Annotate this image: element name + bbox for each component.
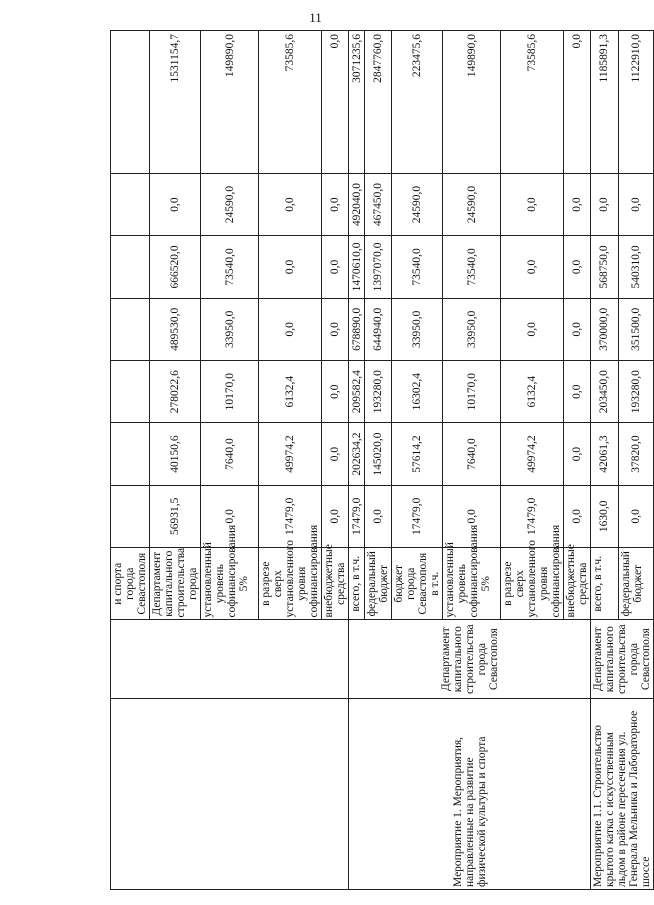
value-cell: [111, 360, 150, 422]
value-cell: 33950,0: [443, 298, 501, 360]
value-cell: 42061,3: [591, 423, 619, 485]
value-cell: 1470610,0: [349, 236, 365, 298]
value-cell: 492040,0: [349, 173, 365, 235]
value-cell: 467450,0: [365, 173, 392, 235]
value-cell: 145020,0: [365, 423, 392, 485]
value-cell: 49974,2: [501, 423, 564, 485]
value-cell: 0,0: [322, 485, 349, 547]
source-cell: в разрезе сверх установленного уровня софинансирования: [259, 548, 322, 620]
source-cell: внебюджетные средства: [564, 548, 591, 620]
value-cell: 10170,0: [201, 360, 259, 422]
budget-table: [110, 30, 654, 890]
value-cell: 33950,0: [201, 298, 259, 360]
value-cell: 489530,0: [150, 298, 201, 360]
total-cell: 0,0: [564, 31, 591, 174]
value-cell: 0,0: [201, 485, 259, 547]
value-cell: 278022,6: [150, 360, 201, 422]
value-cell: 209582,4: [349, 360, 365, 422]
value-cell: 17479,0: [349, 485, 365, 547]
total-cell: 1531154,7: [150, 31, 201, 174]
value-cell: 0,0: [322, 173, 349, 235]
value-cell: 1630,0: [591, 485, 619, 547]
value-cell: 0,0: [501, 298, 564, 360]
total-cell: 149890,0: [443, 31, 501, 174]
value-cell: 6132,4: [259, 360, 322, 422]
value-cell: 0,0: [322, 236, 349, 298]
value-cell: 24590,0: [443, 173, 501, 235]
total-cell: 3071235,6: [349, 31, 365, 174]
value-cell: [111, 423, 150, 485]
value-cell: 193280,0: [365, 360, 392, 422]
value-cell: 0,0: [365, 485, 392, 547]
table-row: [591, 31, 619, 890]
total-cell: 1122910,0: [618, 31, 653, 174]
value-cell: 7640,0: [443, 423, 501, 485]
source-cell: внебюджетные средства: [322, 548, 349, 620]
total-cell: 2847760,0: [365, 31, 392, 174]
source-cell: всего, в т.ч.: [591, 548, 619, 620]
value-cell: 666520,0: [150, 236, 201, 298]
value-cell: 678890,0: [349, 298, 365, 360]
value-cell: 7640,0: [201, 423, 259, 485]
value-cell: 40150,6: [150, 423, 201, 485]
measure-cell-continued: [111, 698, 349, 889]
value-cell: 370000,0: [591, 298, 619, 360]
value-cell: [111, 236, 150, 298]
total-cell: 1185891,3: [591, 31, 619, 174]
total-cell: 223475,6: [392, 31, 443, 174]
total-cell: 73585,6: [501, 31, 564, 174]
executor-cell: Департамент капитального строительства города Севастополя: [349, 620, 591, 698]
source-cell: федеральный бюджет: [365, 548, 392, 620]
executor-cell-continued: [111, 620, 349, 698]
value-cell: 17479,0: [259, 485, 322, 547]
value-cell: 6132,4: [501, 360, 564, 422]
value-cell: 0,0: [564, 423, 591, 485]
value-cell: 17479,0: [501, 485, 564, 547]
value-cell: 0,0: [618, 173, 653, 235]
measure-cell: Мероприятие 1. Мероприятия, направленные на развитие физической культуры и спорта: [349, 698, 591, 889]
value-cell: 73540,0: [392, 236, 443, 298]
value-cell: 0,0: [322, 360, 349, 422]
value-cell: 203450,0: [591, 360, 619, 422]
value-cell: 202634,2: [349, 423, 365, 485]
value-cell: 0,0: [564, 173, 591, 235]
value-cell: 0,0: [564, 236, 591, 298]
value-cell: 73540,0: [443, 236, 501, 298]
value-cell: 0,0: [322, 423, 349, 485]
value-cell: 540310,0: [618, 236, 653, 298]
value-cell: 37820,0: [618, 423, 653, 485]
value-cell: 0,0: [591, 173, 619, 235]
value-cell: 49974,2: [259, 423, 322, 485]
value-cell: 644940,0: [365, 298, 392, 360]
value-cell: [111, 173, 150, 235]
value-cell: 0,0: [259, 236, 322, 298]
value-cell: 10170,0: [443, 360, 501, 422]
source-cell: установленный уровень софинансирования 5%: [201, 548, 259, 620]
value-cell: 193280,0: [618, 360, 653, 422]
value-cell: 0,0: [443, 485, 501, 547]
value-cell: 16302,4: [392, 360, 443, 422]
total-cell: 73585,6: [259, 31, 322, 174]
value-cell: 0,0: [322, 298, 349, 360]
value-cell: 56931,5: [150, 485, 201, 547]
table-row: [349, 31, 365, 890]
total-cell: 149890,0: [201, 31, 259, 174]
value-cell: 0,0: [259, 298, 322, 360]
value-cell: 33950,0: [392, 298, 443, 360]
value-cell: 0,0: [618, 485, 653, 547]
value-cell: 24590,0: [392, 173, 443, 235]
value-cell: 24590,0: [201, 173, 259, 235]
value-cell: 568750,0: [591, 236, 619, 298]
total-cell: [111, 31, 150, 174]
source-cell: в разрезе сверх установленного уровня софинансирования: [501, 548, 564, 620]
value-cell: 73540,0: [201, 236, 259, 298]
value-cell: [111, 485, 150, 547]
value-cell: 351500,0: [618, 298, 653, 360]
source-cell: Департамент капитального строительства города: [150, 548, 201, 620]
value-cell: 0,0: [150, 173, 201, 235]
table-row: [111, 31, 150, 890]
value-cell: 0,0: [564, 360, 591, 422]
source-cell: федеральный бюджет: [618, 548, 653, 620]
value-cell: 1397070,0: [365, 236, 392, 298]
source-cell: бюджет города Севастополя в т.ч.: [392, 548, 443, 620]
value-cell: 0,0: [259, 173, 322, 235]
executor-cell: Департамент капитального строительства города Севастополя: [591, 620, 654, 698]
value-cell: 0,0: [501, 236, 564, 298]
rotated-table-container: [110, 30, 652, 890]
measure-cell: Мероприятие 1.1. Строительство крытого катка с искусственным льдом в районе пересечения ул. Генерала Мельника и Лабораторное шоссе: [591, 698, 654, 889]
source-cell: установленный уровень софинансирования 5%: [443, 548, 501, 620]
page-number: 11: [309, 10, 322, 25]
source-cell: всего, в т.ч.: [349, 548, 365, 620]
value-cell: 0,0: [501, 173, 564, 235]
total-cell: 0,0: [322, 31, 349, 174]
source-cell: и спорта города Севастополя: [111, 548, 150, 620]
value-cell: [111, 298, 150, 360]
value-cell: 0,0: [564, 298, 591, 360]
value-cell: 0,0: [564, 485, 591, 547]
value-cell: 57614,2: [392, 423, 443, 485]
value-cell: 17479,0: [392, 485, 443, 547]
